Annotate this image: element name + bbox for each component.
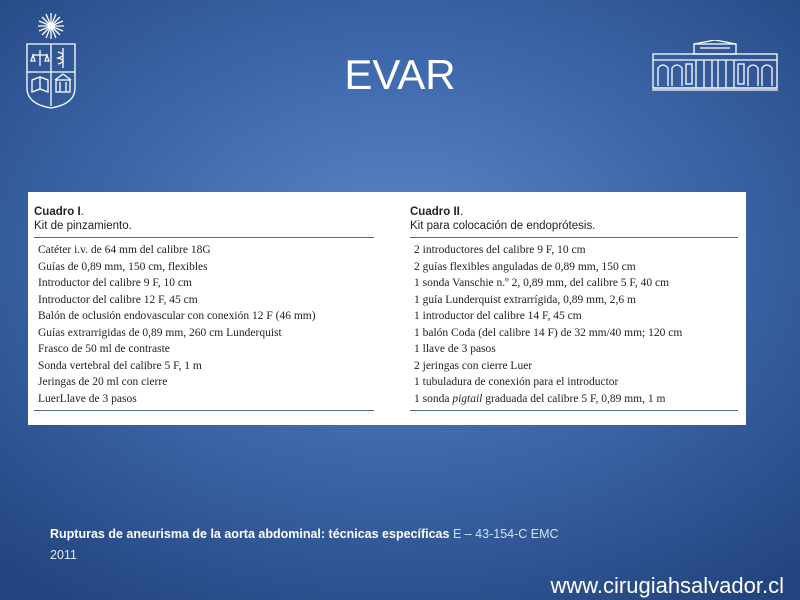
cuadro-ii-label: Cuadro II [410,206,460,218]
cuadro-i-table: Cuadro I. Kit de pinzamiento. Catéter i.v. de 64 mm del calibre 18G Guías de 0,89 mm, 150 cm, flexibles Introductor del calibre 9 F, 10 cm Introductor del calibre 12 F, 45 cm Balón de oclusión endovascular con conexión 12 F (46 mm) Guías extrarrigidas de 0,89 mm, 260 cm Lunderquist Frasco de 50 ml de contraste Sonda vertebral del calibre 5 F, 1 m Jeringas de 20 ml con cierre LuerLlave de 3 pasos [34,206,374,411]
table-row: 1 sonda Vanschie n.º 2, 0,89 mm, del calibre 5 F, 40 cm [414,277,670,289]
table-row: 2 introductores del calibre 9 F, 10 cm [414,244,586,256]
reference-code: E – 43-154-C EMC [452,527,559,541]
table-row: Frasco de 50 ml de contraste [38,343,170,355]
kit-tables-panel [28,192,746,425]
reference-year: 2011 [50,548,77,562]
table-row: Introductor del calibre 12 F, 45 cm [38,293,198,306]
table-row: Jeringas de 20 ml con cierre [38,376,168,388]
reference-citation [50,525,610,543]
table-row: 1 sonda pigtail graduada del calibre 5 F, 0,89 mm, 1 m [414,392,666,405]
table-row: Guías de 0,89 mm, 150 cm, flexibles [38,260,208,273]
table-row: 1 tubuladura de conexión para el introductor [414,376,619,388]
table-row: Catéter i.v. de 64 mm del calibre 18G [38,244,211,256]
reference-title: Rupturas de aneurisma de la aorta abdominal: técnicas específicas [50,527,450,541]
cuadro-i-rows [34,242,374,411]
table-row: 2 jeringas con cierre Luer [414,359,533,372]
website-url: www.cirugiahsalvador.cl [550,573,784,598]
table-row: 1 introductor del calibre 14 F, 45 cm [414,310,582,322]
cuadro-ii-rows [410,242,738,411]
table-row: 1 balón Coda (del calibre 14 F) de 32 mm/40 mm; 120 cm [414,326,683,339]
slide-title: EVAR [344,51,456,98]
table-row: 1 guía Lunderquist extrarrígida, 0,89 mm, 2,6 m [414,293,636,306]
table-row: 2 guías flexibles anguladas de 0,89 mm, 150 cm [414,260,636,273]
table-row: Guías extrarrigidas de 0,89 mm, 260 cm Lunderquist [38,326,282,339]
table-row: LuerLlave de 3 pasos [38,392,137,405]
table-row: Sonda vertebral del calibre 5 F, 1 m [38,359,202,372]
cuadro-ii-subtitle: Kit para colocación de endoprótesis. [410,219,738,238]
table-row: Introductor del calibre 9 F, 10 cm [38,277,192,289]
table-row: 1 llave de 3 pasos [414,343,496,355]
cuadro-i-subtitle: Kit de pinzamiento. [34,219,374,238]
cuadro-i-label: Cuadro I [34,206,81,218]
table-row: Balón de oclusión endovascular con conexión 12 F (46 mm) [38,310,316,322]
cuadro-ii-table: Cuadro II. Kit para colocación de endoprótesis. 2 introductores del calibre 9 F, 10 cm 2 guías flexibles anguladas de 0,89 mm, 150 cm 1 sonda Vanschie n.º 2, 0,89 mm, del calibre 5 F, 40 cm 1 guía Lunderquist extrarrígida, 0,89 mm, 2,6 m 1 introductor del calibre 14 F, 45 cm 1 balón Coda (del calibre 14 F) de 32 mm/40 mm; 120 cm 1 llave de 3 pasos 2 jeringas con cierre Luer 1 tubuladura de conexión para el introductor 1 sonda pigtail graduada del calibre 5 F, 0,89 mm, 1 m [410,206,738,411]
